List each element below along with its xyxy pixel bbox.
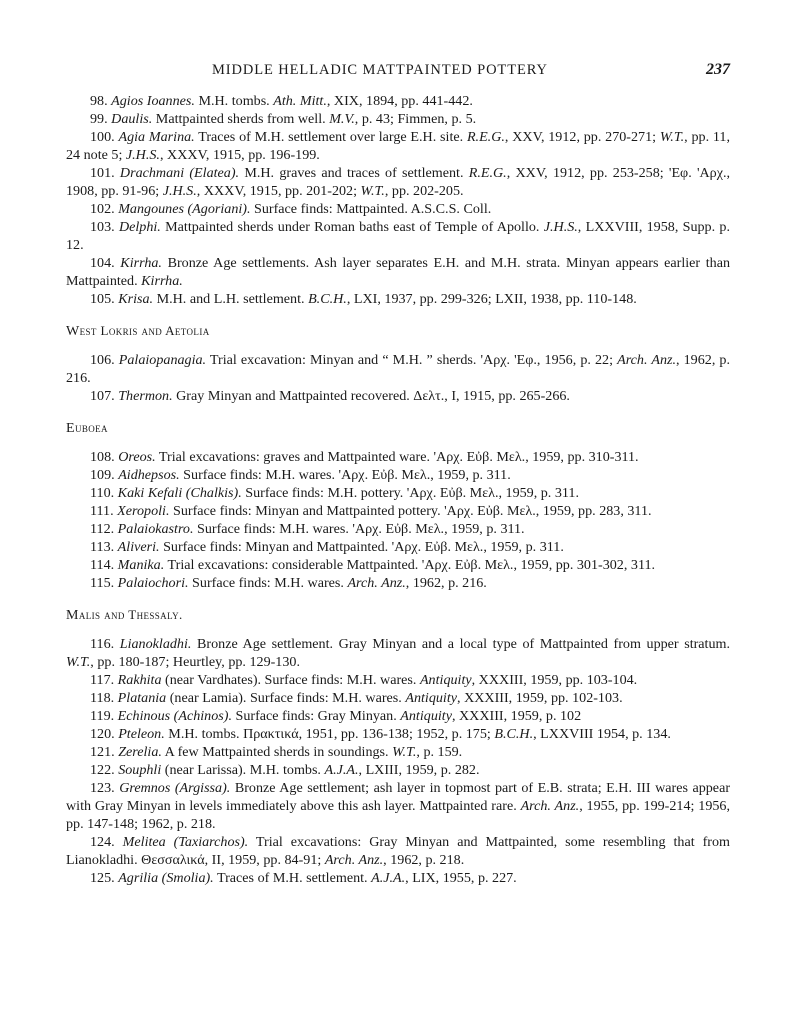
entry-text: , XXXIII, 1959, pp. 103-104.: [471, 672, 638, 688]
page-header: [66, 58, 730, 84]
entry-text: 119.: [90, 708, 118, 724]
italic-text: W.T.: [392, 744, 417, 760]
entry-text: A few Mattpainted sherds in soundings.: [161, 744, 393, 760]
entry-text: 108.: [90, 449, 119, 465]
catalogue-entry: [66, 466, 730, 484]
catalogue-entry: [66, 556, 730, 574]
italic-text: Platania: [117, 690, 167, 706]
entry-text: , 1962, p. 216.: [66, 352, 731, 386]
italic-text: R.E.G.: [466, 129, 505, 145]
entry-text: Bronze Age settlements. Ash layer separates E.H. and M.H. strata. Minyan appears earlier than Mattpainted.: [66, 255, 730, 289]
catalogue-entry: [66, 254, 730, 290]
entry-text: 112.: [90, 521, 118, 537]
entry-text: M.H. graves and traces of settlement.: [239, 165, 469, 181]
entry-text: Mattpainted sherds from well.: [152, 111, 330, 127]
entry-text: Traces of M.H. settlement.: [213, 870, 372, 886]
entry-text: 106.: [90, 352, 119, 368]
document-page: [66, 58, 730, 887]
italic-text: Melitea (Taxiarchos).: [122, 834, 249, 850]
catalogue-entry: [66, 671, 730, 689]
catalogue-entry: [66, 448, 730, 466]
italic-text: Aliveri.: [117, 539, 160, 555]
italic-text: B.C.H.: [308, 291, 347, 307]
italic-text: Gremnos (Argissa).: [119, 780, 231, 796]
entry-text: 122.: [90, 762, 119, 778]
entry-text: Trial excavations: graves and Mattpainted ware. 'Αρχ. Εὐβ. Μελ., 1959, pp. 310-311.: [155, 449, 639, 465]
entry-text: 105.: [90, 291, 119, 307]
italic-text: Antiquity: [419, 672, 472, 688]
italic-text: Rakhita: [117, 672, 162, 688]
italic-text: A.J.A.: [371, 870, 406, 886]
italic-text: Pteleon.: [118, 726, 165, 742]
catalogue-entry: [66, 351, 730, 387]
entry-text: Surface finds: M.H. wares.: [188, 575, 348, 591]
italic-text: Kaki Kefali (Chalkis).: [117, 485, 242, 501]
catalogue-list: [66, 92, 730, 887]
entry-text: 124.: [90, 834, 123, 850]
italic-text: Xeropoli.: [117, 503, 170, 519]
catalogue-entry: [66, 520, 730, 538]
italic-text: Palaiokastro.: [117, 521, 194, 537]
entry-text: 104.: [90, 255, 121, 271]
italic-text: Ath. Mitt.: [273, 93, 327, 109]
entry-text: 114.: [90, 557, 118, 573]
entry-text: 100.: [90, 129, 119, 145]
entry-text: (near Vardhates). Surface finds: M.H. wares.: [161, 672, 420, 688]
entry-text: Surface finds: M.H. wares. 'Αρχ. Εὐβ. Μελ., 1959, p. 311.: [179, 467, 511, 483]
italic-text: Agrilia (Smolia).: [118, 870, 214, 886]
italic-text: Thermon.: [118, 388, 173, 404]
catalogue-entry: [66, 538, 730, 556]
italic-text: B.C.H.: [494, 726, 534, 742]
entry-text: , pp. 11, 24 note 5;: [66, 129, 730, 163]
entry-text: , XXXIII, 1959, p. 102: [451, 708, 582, 724]
entry-text: (near Lamia). Surface finds: M.H. wares.: [166, 690, 406, 706]
entry-text: , LXXVIII, 1958, Supp. p. 12.: [66, 219, 730, 253]
catalogue-entry: [66, 833, 730, 869]
entry-text: 113.: [90, 539, 118, 555]
catalogue-entry: [66, 635, 730, 671]
entry-text: 115.: [90, 575, 118, 591]
italic-text: Arch. Anz.: [347, 575, 406, 591]
italic-text: Palaiopanagia.: [118, 352, 207, 368]
italic-text: Agia Marina.: [118, 129, 195, 145]
catalogue-entry: [66, 128, 730, 164]
italic-text: A.J.A.: [324, 762, 359, 778]
entry-text: 123.: [90, 780, 120, 796]
entry-text: Surface finds: Mattpainted. A.S.C.S. Coll.: [250, 201, 492, 217]
entry-text: , 1962, p. 218.: [383, 852, 465, 868]
italic-text: Kirrha.: [120, 255, 162, 271]
entry-text: Trial excavations: considerable Mattpainted. 'Αρχ. Εὐβ. Μελ., 1959, pp. 301-302, 311.: [164, 557, 656, 573]
entry-text: Surface finds: M.H. pottery. 'Αρχ. Εὐβ. Μελ., 1959, p. 311.: [241, 485, 579, 501]
entry-text: 98.: [90, 93, 112, 109]
entry-text: Mattpainted sherds under Roman baths east of Temple of Apollo.: [160, 219, 544, 235]
entry-text: , LXXVIII 1954, p. 134.: [533, 726, 671, 742]
catalogue-entry: [66, 725, 730, 743]
entry-text: , LXI, 1937, pp. 299-326; LXII, 1938, pp. 110-148.: [346, 291, 637, 307]
entry-text: , LXIII, 1959, p. 282.: [358, 762, 480, 778]
entry-text: Traces of M.H. settlement over large E.H. site.: [194, 129, 467, 145]
italic-text: Lianokladhi.: [119, 636, 192, 652]
section-heading: Euboea: [66, 420, 108, 436]
catalogue-entry: [66, 869, 730, 887]
entry-text: (near Larissa). M.H. tombs.: [161, 762, 325, 778]
entry-text: , pp. 180-187; Heurtley, pp. 129-130.: [90, 654, 300, 670]
italic-text: J.H.S.: [543, 219, 578, 235]
catalogue-entry: [66, 218, 730, 254]
entry-text: M.H. tombs.: [194, 93, 274, 109]
catalogue-entry: [66, 779, 730, 833]
entry-text: 101.: [90, 165, 120, 181]
entry-text: Bronze Age settlement. Gray Minyan and a local type of Mattpainted from upper stratum.: [191, 636, 731, 652]
entry-text: Surface finds: M.H. wares. 'Αρχ. Εὐβ. Μελ., 1959, p. 311.: [193, 521, 525, 537]
catalogue-entry: [66, 502, 730, 520]
entry-text: , p. 43; Fimmen, p. 5.: [354, 111, 477, 127]
catalogue-entry: [66, 290, 730, 308]
section-heading: West Lokris and Aetolia: [66, 323, 210, 339]
italic-text: Oreos.: [118, 449, 156, 465]
entry-text: Surface finds: Minyan and Mattpainted pottery. 'Αρχ. Εὐβ. Μελ., 1959, pp. 283, 311.: [169, 503, 652, 519]
catalogue-entry: [66, 484, 730, 502]
catalogue-entry: [66, 761, 730, 779]
italic-text: W.T.: [659, 129, 685, 145]
italic-text: Antiquity: [405, 690, 458, 706]
entry-text: , XXV, 1912, pp. 270-271;: [504, 129, 660, 145]
entry-text: 116.: [90, 636, 120, 652]
entry-text: 125.: [90, 870, 119, 886]
entry-text: , XXXV, 1915, pp. 201-202;: [196, 183, 361, 199]
entry-text: 120.: [90, 726, 119, 742]
italic-text: Zerelia.: [118, 744, 162, 760]
entry-text: 117.: [90, 672, 118, 688]
catalogue-entry: [66, 200, 730, 218]
entry-text: Bronze Age settlement; ash layer in topmost part of E.B. strata; E.H. III wares appear with Gray Minyan in levels immediately above this ash layer. Mattpainted rare.: [66, 780, 731, 814]
entry-text: 121.: [90, 744, 119, 760]
italic-text: Kirrha.: [141, 273, 183, 289]
italic-text: Daulis.: [111, 111, 153, 127]
entry-text: , XXV, 1912, pp. 253-258; 'Εφ. 'Αρχ., 1908, pp. 91-96;: [66, 165, 731, 199]
entry-text: , 1962, p. 216.: [405, 575, 487, 591]
entry-text: Trial excavations: Gray Minyan and Mattpainted, some resembling that from Lianokladhi. Θεσσαλικά, II, 1959, pp. 84-91;: [66, 834, 730, 868]
entry-text: M.H. tombs. Πρακτικά, 1951, pp. 136-138; 1952, p. 175;: [164, 726, 495, 742]
entry-text: 109.: [90, 467, 119, 483]
catalogue-entry: [66, 110, 730, 128]
italic-text: M.V.: [329, 111, 355, 127]
entry-text: 102.: [90, 201, 119, 217]
entry-text: , LIX, 1955, p. 227.: [405, 870, 517, 886]
italic-text: W.T.: [66, 654, 91, 670]
entry-text: Gray Minyan and Mattpainted recovered. Δελτ., I, 1915, pp. 265-266.: [172, 388, 570, 404]
italic-text: Arch. Anz.: [520, 798, 580, 814]
running-title: MIDDLE HELLADIC MATTPAINTED POTTERY: [212, 62, 548, 78]
entry-text: Trial excavation: Minyan and “ M.H. ” sherds. 'Αρχ. 'Εφ., 1956, p. 22;: [206, 352, 618, 368]
catalogue-entry: [66, 689, 730, 707]
italic-text: Agios Ioannes.: [111, 93, 195, 109]
italic-text: W.T.: [360, 183, 385, 199]
italic-text: Palaiochori.: [117, 575, 189, 591]
italic-text: Antiquity: [400, 708, 452, 724]
entry-text: Surface finds: Gray Minyan.: [231, 708, 401, 724]
page-number: 237: [706, 61, 730, 78]
italic-text: Arch. Anz.: [324, 852, 384, 868]
italic-text: Aidhepsos.: [118, 467, 180, 483]
entry-text: Surface finds: Minyan and Mattpainted. 'Αρχ. Εὐβ. Μελ., 1959, p. 311.: [159, 539, 564, 555]
italic-text: Drachmani (Elatea).: [119, 165, 240, 181]
entry-text: , XXXIII, 1959, pp. 102-103.: [457, 690, 623, 706]
entry-text: 110.: [90, 485, 118, 501]
entry-text: , p. 159.: [416, 744, 463, 760]
catalogue-entry: [66, 92, 730, 110]
entry-text: 99.: [90, 111, 112, 127]
entry-text: 107.: [90, 388, 119, 404]
italic-text: Manika.: [117, 557, 165, 573]
entry-text: 118.: [90, 690, 118, 706]
catalogue-entry: [66, 387, 730, 405]
italic-text: Delphi.: [118, 219, 161, 235]
entry-text: 103.: [90, 219, 119, 235]
catalogue-entry: [66, 574, 730, 592]
entry-text: 111.: [90, 503, 118, 519]
entry-text: , pp. 202-205.: [384, 183, 464, 199]
italic-text: Echinous (Achinos).: [117, 708, 232, 724]
italic-text: Krisa.: [118, 291, 154, 307]
section-heading: Malis and Thessaly.: [66, 607, 183, 623]
italic-text: Mangounes (Agoriani).: [118, 201, 251, 217]
italic-text: Souphli: [118, 762, 162, 778]
italic-text: J.H.S.: [162, 183, 197, 199]
entry-text: M.H. and L.H. settlement.: [153, 291, 309, 307]
entry-text: , XXXV, 1915, pp. 196-199.: [159, 147, 320, 163]
entry-text: , 1955, pp. 199-214; 1956, pp. 147-148; 1962, p. 218.: [66, 798, 730, 832]
catalogue-entry: [66, 164, 730, 200]
entry-text: , XIX, 1894, pp. 441-442.: [326, 93, 473, 109]
italic-text: J.H.S.: [125, 147, 160, 163]
italic-text: Arch. Anz.: [617, 352, 677, 368]
catalogue-entry: [66, 707, 730, 725]
italic-text: R.E.G.: [468, 165, 507, 181]
catalogue-entry: [66, 743, 730, 761]
